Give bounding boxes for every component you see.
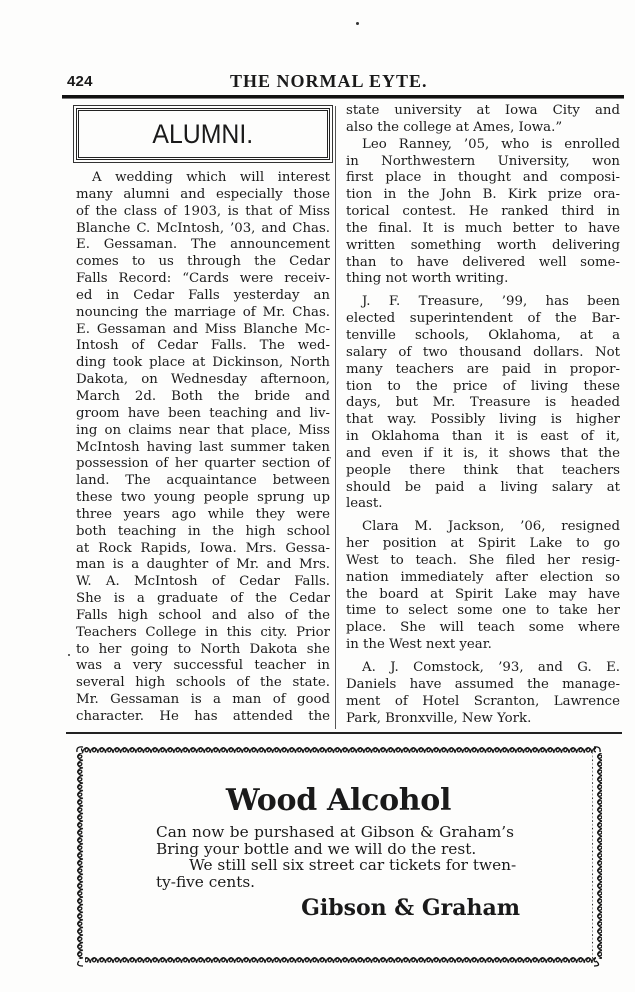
text-line: time to select some one to take her	[346, 603, 620, 619]
text-line: land. The acquaintance between	[76, 473, 330, 489]
text-line: nation immediately after election so	[346, 569, 620, 585]
page-number: 424	[67, 73, 93, 90]
text-line: man is a daughter of Mr. and Mrs.	[76, 557, 330, 573]
section-title-box	[76, 108, 330, 160]
text-line: tenville schools, Oklahoma, at a	[346, 327, 620, 343]
left-column	[76, 170, 330, 726]
text-line: tion to the price of living these	[346, 378, 620, 394]
text-line: many alumni and especially those	[76, 186, 330, 202]
print-speck	[356, 22, 359, 25]
jf-treasure-item	[346, 294, 620, 513]
text-line: A. J. Comstock, ’93, and G. E.	[362, 660, 620, 675]
text-line: also the college at Ames, Iowa.”	[346, 119, 563, 135]
text-line: She is a graduate of the Cedar	[76, 591, 330, 607]
text-line: ding took place at Dickinson, North	[76, 355, 330, 371]
text-line: West to teach. She filed her resig-	[346, 552, 620, 568]
text-line: place. She will teach some where	[346, 620, 620, 636]
text-line: written something worth delivering	[346, 237, 620, 253]
text-line: tion in the John B. Kirk prize ora-	[346, 187, 620, 203]
leo-ranney-item	[346, 137, 620, 289]
ad-headline: Wood Alcohol	[225, 783, 452, 818]
text-line: three years ago while they were	[76, 506, 330, 522]
ad-body	[156, 823, 517, 891]
text-line: both teaching in the high school	[76, 523, 330, 539]
text-line: was a very successful teacher in	[76, 658, 330, 674]
advertisement	[75, 745, 602, 967]
wedding-article-continuation	[346, 103, 620, 137]
text-line: the board at Spirit Lake may have	[346, 586, 620, 602]
text-line: Dakota, on Wednesday afternoon,	[76, 372, 330, 388]
text-line: in Oklahoma than it is east of it,	[346, 429, 620, 445]
text-line: Falls Record: “Cards were receiv-	[76, 271, 330, 287]
text-line: groom have been teaching and liv-	[76, 405, 330, 421]
column-divider	[335, 106, 336, 729]
text-line: of the class of 1903, is that of Miss	[76, 203, 330, 219]
text-line: salary of two thousand dollars. Not	[346, 344, 620, 360]
text-line: and even if it is, it shows that the	[346, 445, 620, 461]
text-line: W. A. McIntosh of Cedar Falls.	[76, 574, 330, 590]
text-line: at Rock Rapids, Iowa. Mrs. Gessa-	[76, 540, 330, 556]
text-line: Blanche C. McIntosh, ’03, and Chas.	[76, 220, 330, 236]
text-line: J. F. Treasure, ’99, has been	[362, 294, 620, 310]
text-line: Mr. Gessaman is a man of good	[76, 692, 330, 708]
text-line: ing on claims near that place, Miss	[76, 422, 330, 438]
text-line: first place in thought and composi-	[346, 170, 620, 186]
text-line: A wedding which will interest	[92, 170, 330, 185]
text-line: ed in Cedar Falls yesterday an	[76, 287, 330, 303]
text-line: Intosh of Cedar Falls. The wed-	[76, 338, 330, 354]
header-rule	[62, 95, 624, 99]
text-line: elected superintendent of the Bar-	[346, 311, 620, 327]
text-line: several high schools of the state.	[76, 675, 330, 691]
text-line: possession of her quarter section of	[76, 456, 330, 472]
text-line: thing not worth writing.	[346, 271, 509, 287]
text-line: least.	[346, 496, 383, 512]
text-line: comes to us through the Cedar	[76, 254, 330, 270]
text-line: many teachers are paid in propor-	[346, 361, 620, 377]
text-line: the final. It is much better to have	[346, 220, 620, 236]
right-column	[346, 103, 620, 727]
text-line: Teachers College in this city. Prior	[76, 624, 330, 640]
running-title: THE NORMAL EYTE.	[230, 71, 428, 91]
text-line: Clara M. Jackson, ’06, resigned	[362, 519, 620, 535]
text-line: Leo Ranney, ’05, who is enrolled	[362, 136, 620, 152]
clara-jackson-item	[346, 519, 620, 654]
text-line: to her going to North Dakota she	[76, 641, 330, 657]
ad-line: ty-five cents.	[156, 872, 256, 891]
text-line: McIntosh having last summer taken	[76, 439, 330, 455]
text-line: Park, Bronxville, New York.	[346, 710, 532, 726]
text-line: March 2d. Both the bride and	[76, 388, 330, 404]
text-line: Falls high school and also of the	[76, 607, 330, 623]
text-line: nouncing the marriage of Mr. Chas.	[76, 304, 330, 320]
text-line: state university at Iowa City and	[346, 103, 620, 118]
section-title: ALUMNI.	[152, 118, 254, 149]
text-line: character. He has attended the	[76, 709, 330, 724]
text-line: in the West next year.	[346, 637, 492, 653]
text-line: in Northwestern University, won	[346, 153, 620, 169]
text-line: E. Gessaman. The announcement	[76, 237, 330, 253]
text-line: ment of Hotel Scranton, Lawrence	[346, 693, 620, 709]
ad-line: Can now be purshased at Gibson & Graham’s	[156, 823, 514, 841]
text-line: these two young people sprung up	[76, 490, 330, 506]
text-line: torical contest. He ranked third in	[346, 204, 620, 220]
ad-line: We still sell six street car tickets for twen-	[189, 856, 517, 874]
text-line: days, but Mr. Treasure is headed	[346, 395, 620, 411]
text-line: that way. Possibly living is higher	[346, 412, 620, 428]
ad-line: Bring your bottle and we will do the rest.	[156, 839, 477, 858]
text-line: Daniels have assumed the manage-	[346, 676, 620, 692]
wedding-article	[76, 170, 330, 726]
text-line: E. Gessaman and Miss Blanche Mc-	[76, 321, 330, 337]
comstock-daniels-item	[346, 660, 620, 727]
ad-signature: Gibson & Graham	[301, 895, 520, 921]
text-line: should be paid a living salary at	[346, 479, 620, 495]
print-speck	[68, 654, 70, 656]
article-end-rule	[66, 732, 622, 734]
text-line: people there think that teachers	[346, 462, 620, 478]
text-line: her position at Spirit Lake to go	[346, 536, 620, 552]
text-line: than to have delivered well some-	[346, 254, 620, 270]
